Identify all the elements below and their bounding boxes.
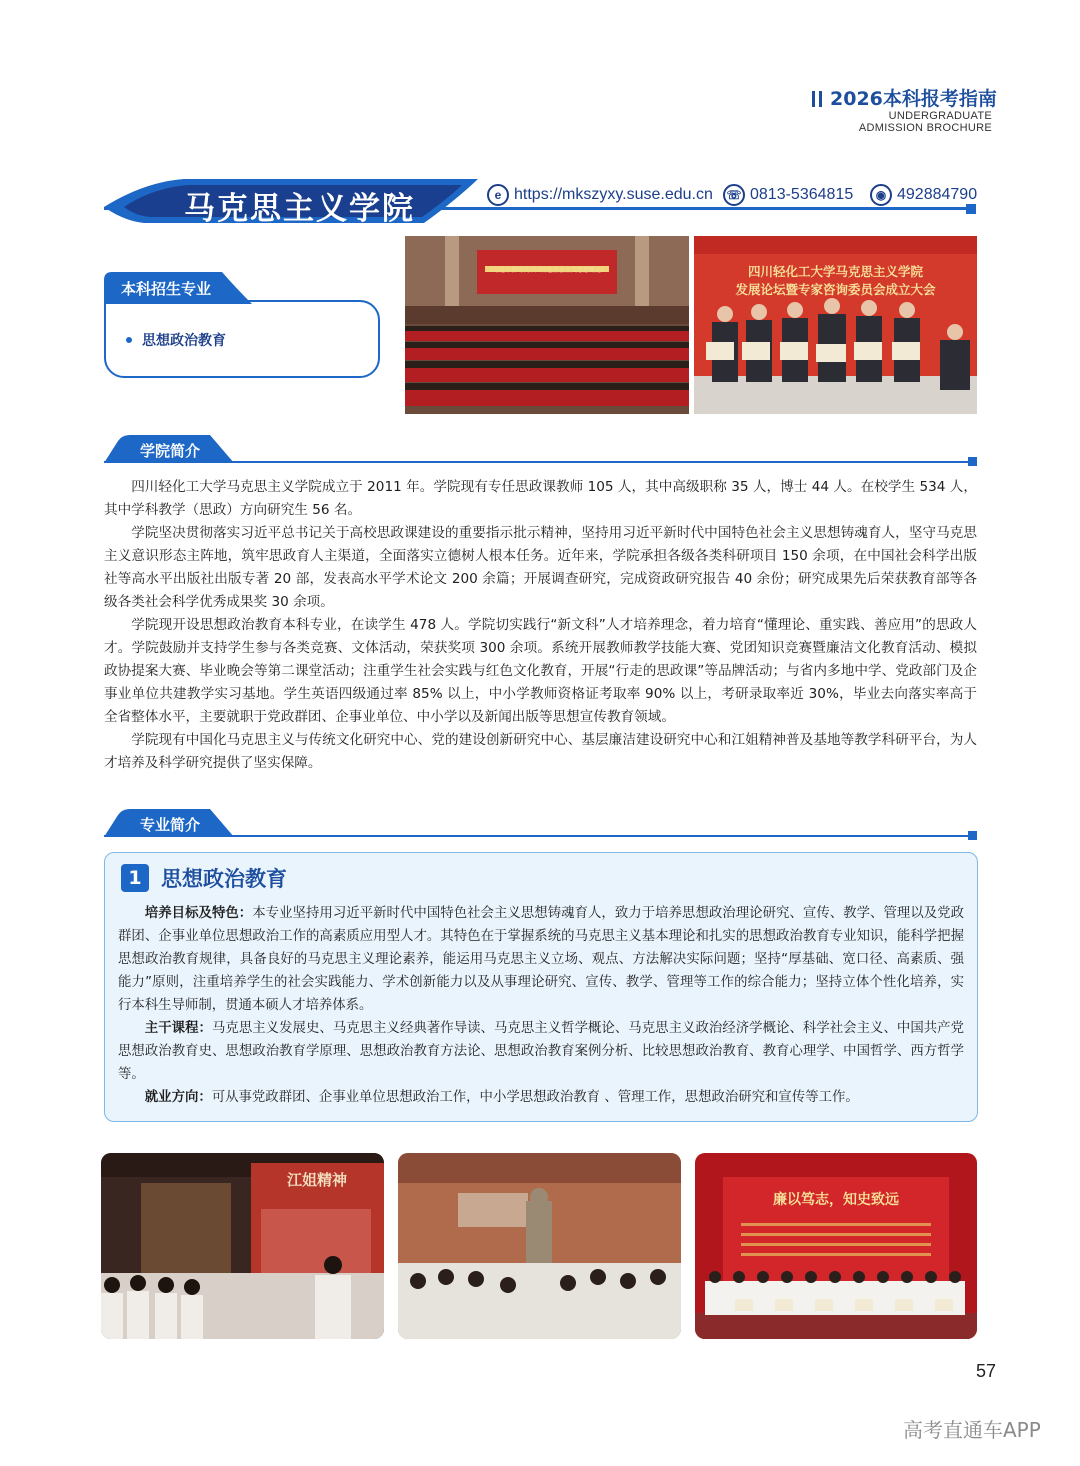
- photo-lecture-hall: [405, 236, 689, 414]
- website-contact: [487, 184, 713, 206]
- photo-committee-ceremony: [694, 236, 977, 414]
- globe-icon: e: [487, 184, 509, 206]
- website-link[interactable]: https://mkszyxy.suse.edu.cn: [514, 186, 713, 203]
- intro-section-rule-end: [968, 457, 977, 466]
- program-goal: [118, 902, 964, 1017]
- program-details: [118, 902, 964, 1109]
- brochure-title-text: 2026本科报考指南: [830, 88, 997, 110]
- ceremony-banner-line2: 发展论坛暨专家咨询委员会成立大会: [735, 282, 936, 297]
- qq-contact: [870, 184, 977, 206]
- photo-museum-visit: [101, 1153, 384, 1339]
- watermark: 高考直通车APP: [903, 1418, 1041, 1442]
- award-banner-text: 廉以笃志，知史致远: [773, 1192, 899, 1208]
- photo-statue-group: [398, 1153, 681, 1339]
- goal-label: 培养目标及特色：: [144, 906, 253, 921]
- page-number: 57: [976, 1361, 997, 1381]
- major-item-label: 思想政治教育: [142, 333, 226, 349]
- brochure-subtitle-line1: UNDERGRADUATE: [888, 110, 992, 122]
- program-career: [118, 1086, 964, 1109]
- qq-icon: ◉: [870, 184, 892, 206]
- intro-text: [104, 476, 977, 775]
- majors-tab-label: 本科招生专业: [121, 280, 212, 298]
- bullet-icon: [126, 337, 132, 343]
- courses-text: 马克思主义发展史、马克思主义经典著作导读、马克思主义哲学概论、马克思主义政治经济学概论、科学社会主义、中国共产党思想政治教育史、思想政治教育学原理、思想政治教育方法论、思想政治教育案例分析、比较思想政治教育、教育心理学、中国哲学、西方哲学等。: [118, 1021, 965, 1082]
- bars-icon: [812, 91, 822, 107]
- program-tab-label: 专业简介: [140, 816, 201, 834]
- qq-number: 492884790: [897, 186, 978, 203]
- museum-sign-text: 江姐精神: [287, 1171, 348, 1189]
- courses-label: 主干课程：: [144, 1021, 212, 1036]
- phone-icon: ☏: [723, 184, 745, 206]
- phone-contact: [723, 184, 853, 206]
- brochure-title: [812, 84, 997, 111]
- ceremony-banner-line1: 四川轻化工大学马克思主义学院: [747, 264, 923, 279]
- college-name: 马克思主义学院: [184, 191, 415, 227]
- major-item: [126, 330, 226, 350]
- program-courses: [118, 1017, 964, 1086]
- intro-tab-label: 学院简介: [140, 442, 201, 460]
- intro-paragraph: 学院现开设思想政治教育本科专业，在读学生 478 人。学院切实践行“新文科”人才培养理念，着力培育“懂理论、重实践、善应用”的思政人才。学院鼓励并支持学生参与各类竞赛、文体活动，荣获奖项 300 余项。系统开展教师教学技能大赛、党团知识竞赛暨廉洁文化教育活动、模拟政协提案大赛、毕业晚会等第二课堂活动；注重学生社会实践与红色文化教育，开展“行走的思政课”等品牌活动；与省内多地中学、党政部门及企事业单位共建教学实习基地。学生英语四级通过率 85% 以上，中小学教师资格证考取率 90% 以上，考研录取率近 30%，毕业去向落实率高于全省整体水平，主要就职于党政群团、企事业单位、中小学以及新闻出版等思想宣传教育领域。: [104, 617, 977, 725]
- brochure-subtitle-line2: ADMISSION BROCHURE: [858, 122, 992, 134]
- lecture-banner-text: 《习近平新时代中国特色社会主义思想概论》: [486, 267, 607, 274]
- intro-paragraph: 学院现有中国化马克思主义与传统文化研究中心、党的建设创新研究中心、基层廉洁建设研究中心和江姐精神普及基地等教学科研平台，为人才培养及科学研究提供了坚实保障。: [104, 732, 977, 771]
- program-number: 1: [121, 864, 149, 892]
- photo-award-ceremony: [695, 1153, 977, 1339]
- goal-text: 本专业坚持用习近平新时代中国特色社会主义思想铸魂育人，致力于培养思想政治理论研究、宣传、教学、管理以及党政群团、企事业单位思想政治工作的高素质应用型人才。其特色在于掌握系统的马克思主义基本理论和扎实的思想政治教育专业知识，能科学把握思想政治教育规律，具备良好的马克思主义理论素养，能运用马克思主义立场、观点、方法解决实际问题；坚持“厚基础、宽口径、高素质、强能力”原则，注重培养学生的社会实践能力、学术创新能力以及从事理论研究、宣传、教学、管理等工作的综合能力；坚持立体个性化培养，实行本科生导师制，贯通本硕人才培养体系。: [118, 906, 965, 1013]
- intro-paragraph: 学院坚决贯彻落实习近平总书记关于高校思政课建设的重要指示批示精神，坚持用习近平新时代中国特色社会主义思想铸魂育人，坚守马克思主义意识形态主阵地，筑牢思政育人主渠道，全面落实立德树人根本任务。近年来，学院承担各级各类科研项目 150 余项，在中国社会科学出版社等高水平出版社出版专著 20 部，发表高水平学术论文 200 余篇；开展调查研究，完成资政研究报告 40 余份；研究成果先后荣获教育部等各级各类社会科学优秀成果奖 30 余项。: [104, 525, 977, 610]
- intro-paragraph: 四川轻化工大学马克思主义学院成立于 2011 年。学院现有专任思政课教师 105 人，其中高级职称 35 人，博士 44 人。在校学生 534 人，其中学科教学（思政）方向研究生 56 名。: [104, 479, 977, 518]
- program-title: 思想政治教育: [161, 867, 287, 891]
- career-label: 就业方向：: [144, 1090, 212, 1105]
- program-section-rule-end: [968, 831, 977, 840]
- career-text: 可从事党政群团、企事业单位思想政治工作，中小学思想政治教育 、管理工作，思想政治研究和宣传等工作。: [211, 1090, 859, 1105]
- phone-number: 0813-5364815: [750, 186, 854, 203]
